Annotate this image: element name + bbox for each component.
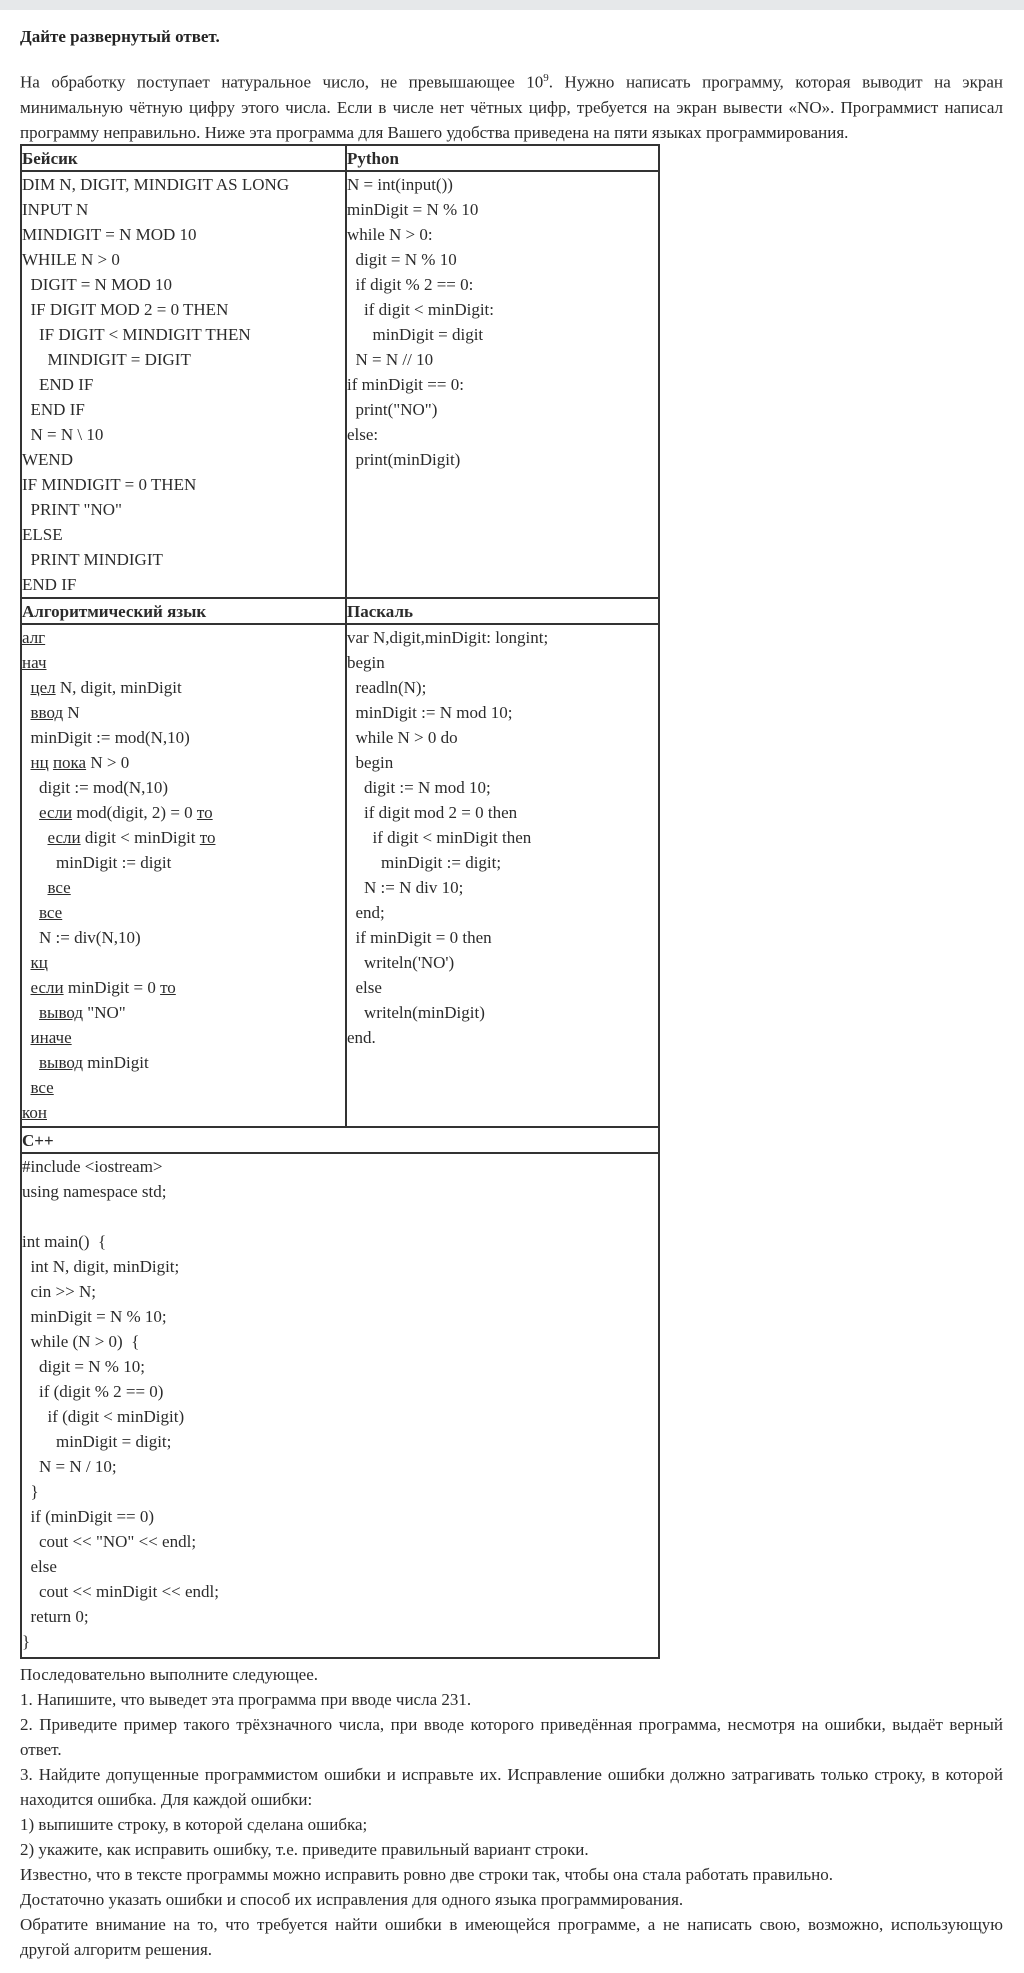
intro-exponent: 9 — [543, 72, 549, 84]
header-pascal: Паскаль — [347, 602, 413, 621]
keyword: если — [30, 978, 64, 997]
code-line — [22, 1025, 72, 1050]
code-line: else — [22, 1557, 57, 1576]
code-line — [22, 950, 48, 975]
code-line: while N > 0 do — [347, 728, 458, 747]
code-line: print("NO") — [347, 400, 438, 419]
question-item: Обратите внимание на то, что требуется найти ошибки в имеющейся программе, а не написать свою, возможно, использующую другой алгоритм решения. — [20, 1915, 1003, 1959]
code-line: begin — [347, 753, 394, 772]
header-basic: Бейсик — [22, 149, 78, 168]
code-text — [22, 903, 39, 922]
code-line: IF MINDIGIT = 0 THEN — [22, 475, 197, 494]
task-heading: Дайте развернутый ответ. — [20, 27, 220, 46]
code-line: if digit % 2 == 0: — [347, 275, 474, 294]
code-line: end; — [347, 903, 385, 922]
code-line — [22, 1100, 47, 1125]
code-line: using namespace std; — [22, 1182, 167, 1201]
code-line: END IF — [22, 375, 94, 394]
code-line: return 0; — [22, 1607, 89, 1626]
code-line — [22, 850, 171, 875]
code-line: minDigit = digit — [347, 325, 484, 344]
code-text: "NO" — [83, 1003, 126, 1022]
code-line: } — [22, 1632, 31, 1651]
code-line: begin — [347, 653, 385, 672]
code-text — [22, 978, 31, 997]
header-python: Python — [347, 149, 399, 168]
code-text — [22, 1078, 31, 1097]
keyword: все — [30, 1078, 54, 1097]
code-text — [22, 678, 31, 697]
code-text: N := div(N,10) — [22, 928, 141, 947]
code-line: int N, digit, minDigit; — [22, 1257, 180, 1276]
code-line: print(minDigit) — [347, 450, 461, 469]
question-item: 2. Приведите пример такого трёхзначного числа, при вводе которого приведённая программа, несмотря на ошибки, выдаёт верный ответ. — [20, 1715, 1003, 1759]
intro-text-rest: . Нужно написать программу, которая выводит на экран минимальную чётную цифру этого числа. Если в числе нет чётных цифр, требуется на экран вывести «NO». Программист написал программу неправильно. Ниже эта программа для Вашего удобства приведена на пяти языках программирования. — [20, 72, 1003, 142]
code-line: writeln(minDigit) — [347, 1003, 485, 1022]
code-line: if (digit % 2 == 0) — [22, 1382, 164, 1401]
code-line: digit = N % 10 — [347, 250, 457, 269]
code-line: minDigit := N mod 10; — [347, 703, 513, 722]
keyword: вывод — [39, 1003, 84, 1022]
code-text — [22, 953, 31, 972]
code-line: N = N \ 10 — [22, 425, 104, 444]
code-line: N = int(input()) — [347, 175, 453, 194]
code-line: writeln('NO') — [347, 953, 455, 972]
code-line: if (digit < minDigit) — [22, 1407, 185, 1426]
question-item: 3. Найдите допущенные программистом ошибки и исправьте их. Исправление ошибки должно затрагивать только строку, в которой находится ошибка. Для каждой ошибки: — [20, 1765, 1003, 1809]
code-line: DIGIT = N MOD 10 — [22, 275, 172, 294]
intro-text: На обработку поступает натуральное число, не превышающее 10 — [20, 72, 544, 92]
code-line — [22, 800, 213, 825]
code-text — [22, 753, 31, 772]
keyword: кц — [30, 953, 48, 972]
code-text: N — [63, 703, 80, 722]
code-text — [22, 1003, 39, 1022]
keyword: нц — [30, 753, 49, 772]
code-line: int main() { — [22, 1232, 107, 1251]
code-line — [22, 725, 190, 750]
code-line: PRINT "NO" — [22, 500, 122, 519]
code-line: DIM N, DIGIT, MINDIGIT AS LONG — [22, 175, 290, 194]
table-section-rule — [20, 1126, 660, 1128]
keyword: то — [196, 803, 213, 822]
code-line — [22, 750, 129, 775]
question-item: Известно, что в тексте программы можно исправить ровно две строки так, чтобы она стала работать правильно. — [20, 1865, 833, 1884]
code-line: N = N / 10; — [22, 1457, 117, 1476]
code-text: minDigit = 0 — [63, 978, 161, 997]
code-line: N := N div 10; — [347, 878, 464, 897]
code-line: MINDIGIT = DIGIT — [22, 350, 191, 369]
keyword: пока — [52, 753, 87, 772]
keyword: алг — [22, 628, 46, 647]
code-line — [22, 900, 62, 925]
question-item: 1. Напишите, что выведет эта программа при вводе числа 231. — [20, 1690, 472, 1709]
code-line: minDigit = digit; — [22, 1432, 172, 1451]
keyword: то — [160, 978, 176, 997]
code-line — [22, 1075, 54, 1100]
code-text — [22, 1028, 31, 1047]
code-line: if digit mod 2 = 0 then — [347, 803, 518, 822]
keyword: цел — [30, 678, 56, 697]
code-line: minDigit := digit; — [347, 853, 502, 872]
code-line — [22, 675, 182, 700]
code-line: minDigit = N % 10 — [347, 200, 479, 219]
code-text — [22, 703, 31, 722]
top-bar — [0, 0, 1024, 10]
code-text: minDigit := digit — [22, 853, 172, 872]
code-line — [22, 875, 71, 900]
code-line — [22, 825, 215, 850]
code-text: minDigit — [83, 1053, 149, 1072]
code-line: if digit < minDigit then — [347, 828, 532, 847]
code-line — [22, 925, 141, 950]
code-line: if minDigit = 0 then — [347, 928, 492, 947]
code-line — [22, 1000, 126, 1025]
code-line: cout << minDigit << endl; — [22, 1582, 220, 1601]
code-line: digit := N mod 10; — [347, 778, 491, 797]
code-line — [22, 700, 80, 725]
question-item: Последовательно выполните следующее. — [20, 1665, 319, 1684]
keyword: если — [47, 828, 81, 847]
code-text: mod(digit, 2) = 0 — [72, 803, 197, 822]
keyword: если — [39, 803, 73, 822]
question-item: 1) выпишите строку, в которой сделана ошибка; — [20, 1815, 368, 1834]
code-line: INPUT N — [22, 200, 89, 219]
code-text: digit := mod(N,10) — [22, 778, 169, 797]
code-line: PRINT MINDIGIT — [22, 550, 163, 569]
code-text: N, digit, minDigit — [55, 678, 182, 697]
code-line — [22, 1050, 149, 1075]
code-line: if minDigit == 0: — [347, 375, 464, 394]
code-line: else — [347, 978, 382, 997]
code-line: IF DIGIT < MINDIGIT THEN — [22, 325, 251, 344]
question-item: 2) укажите, как исправить ошибку, т.е. приведите правильный вариант строки. — [20, 1840, 589, 1859]
header-cpp: C++ — [22, 1131, 54, 1150]
code-line: end. — [347, 1028, 376, 1047]
keyword: то — [199, 828, 216, 847]
keyword: кон — [22, 1103, 47, 1122]
keyword: все — [39, 903, 63, 922]
code-line — [22, 625, 45, 650]
code-line: while N > 0: — [347, 225, 433, 244]
code-line: cin >> N; — [22, 1282, 96, 1301]
code-line: WHILE N > 0 — [22, 250, 120, 269]
keyword: ввод — [30, 703, 64, 722]
code-line: var N,digit,minDigit: longint; — [347, 628, 549, 647]
code-line: else: — [347, 425, 379, 444]
keyword: вывод — [39, 1053, 84, 1072]
code-line: #include <iostream> — [22, 1157, 163, 1176]
header-algorithmic: Алгоритмический язык — [22, 602, 207, 621]
code-text: digit < minDigit — [80, 828, 200, 847]
code-line: if digit < minDigit: — [347, 300, 495, 319]
code-text — [22, 828, 48, 847]
code-line: cout << "NO" << endl; — [22, 1532, 197, 1551]
code-text: minDigit := mod(N,10) — [22, 728, 190, 747]
code-line: WEND — [22, 450, 73, 469]
question-item: Достаточно указать ошибки и способ их исправления для одного языка программирования. — [20, 1890, 684, 1909]
keyword: нач — [22, 653, 47, 672]
code-text: N > 0 — [86, 753, 130, 772]
code-line: digit = N % 10; — [22, 1357, 145, 1376]
code-text — [22, 878, 48, 897]
code-line: while (N > 0) { — [22, 1332, 140, 1351]
code-line — [22, 650, 47, 675]
code-line: N = N // 10 — [347, 350, 434, 369]
code-line: if (minDigit == 0) — [22, 1507, 155, 1526]
code-text — [22, 803, 39, 822]
code-line: IF DIGIT MOD 2 = 0 THEN — [22, 300, 229, 319]
code-text — [22, 1053, 39, 1072]
code-line — [22, 775, 168, 800]
keyword: иначе — [30, 1028, 72, 1047]
code-line: minDigit = N % 10; — [22, 1307, 167, 1326]
keyword: все — [47, 878, 71, 897]
task-intro — [20, 66, 1003, 145]
code-line: readln(N); — [347, 678, 427, 697]
code-line: MINDIGIT = N MOD 10 — [22, 225, 197, 244]
code-line: ELSE — [22, 525, 63, 544]
code-line: } — [22, 1482, 39, 1501]
code-line: END IF — [22, 575, 77, 594]
code-line — [22, 975, 176, 1000]
code-line: END IF — [22, 400, 85, 419]
